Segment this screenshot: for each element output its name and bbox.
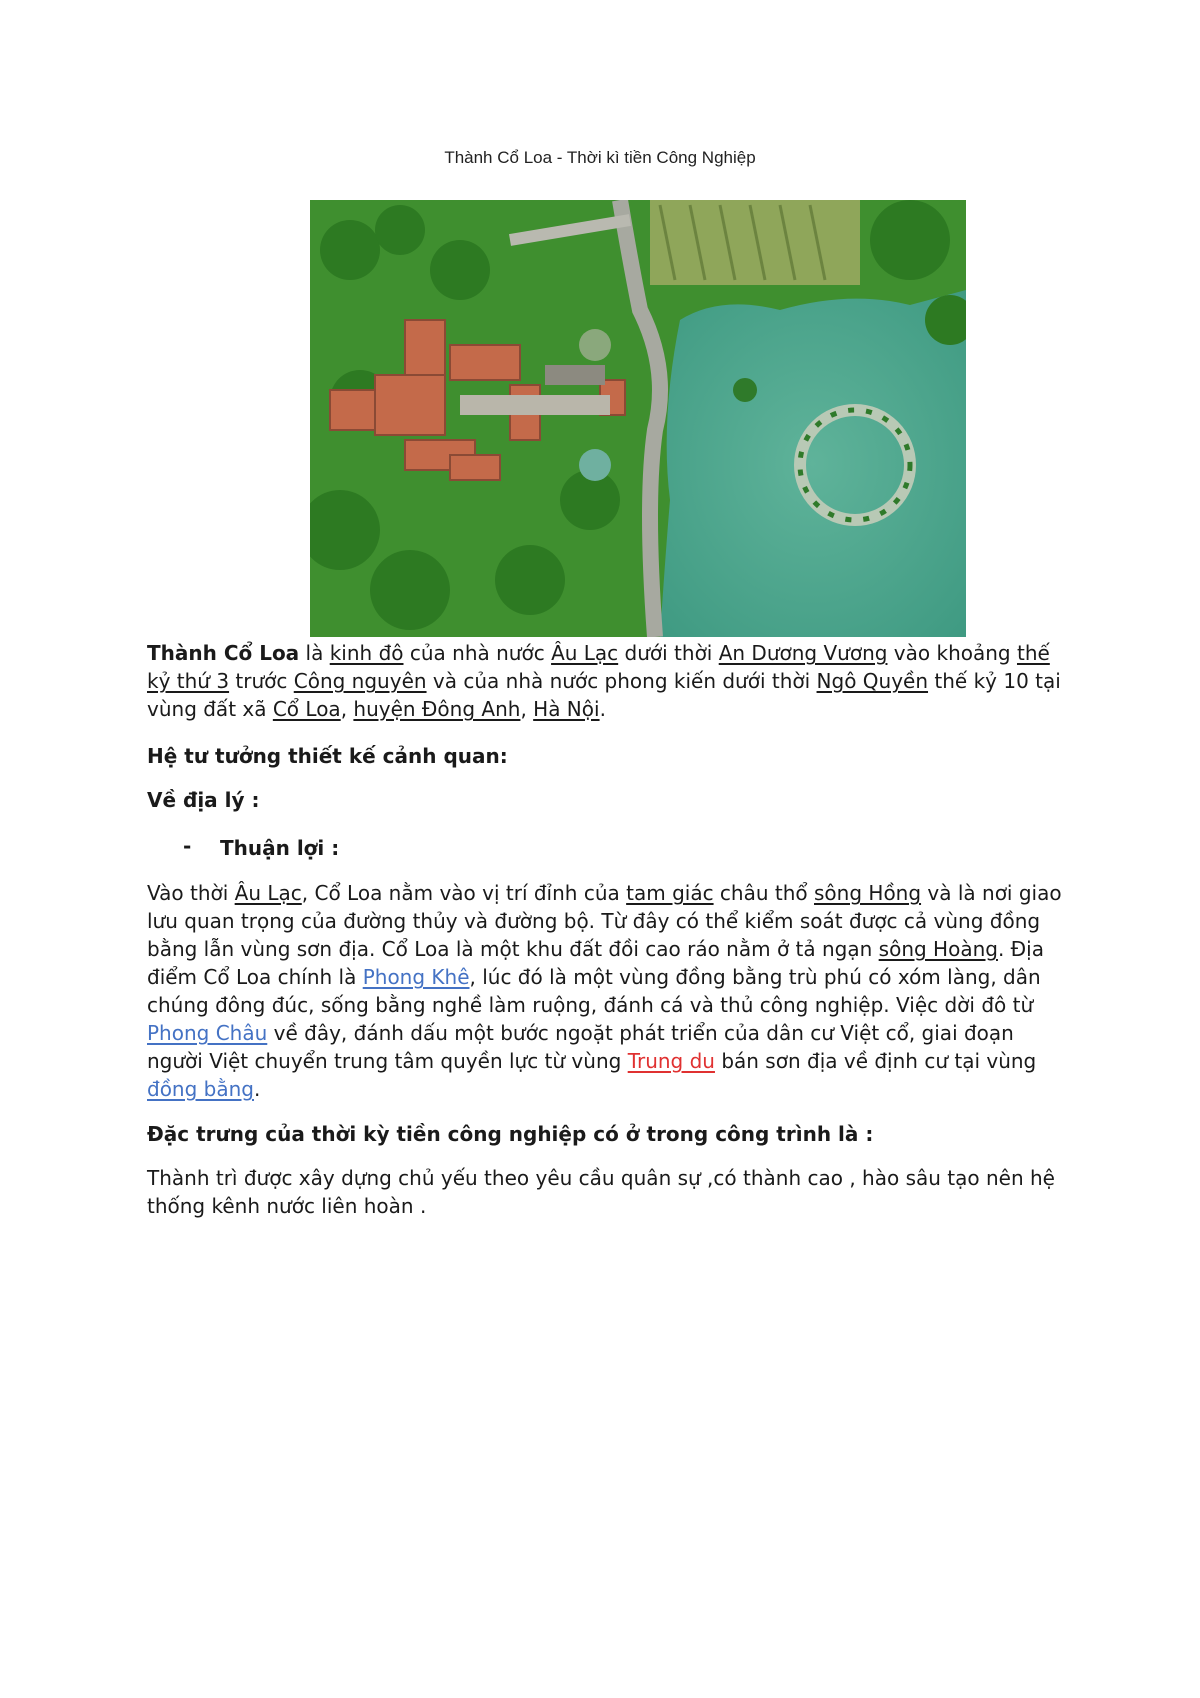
intro-bold-term: Thành Cổ Loa — [147, 641, 300, 665]
link-tam-giac[interactable]: tam giác — [626, 881, 714, 905]
para-text: , lúc đó là một vùng đồng bằng trù phú có xóm làng, dân chúng đông đúc, sống bằng nghề làm ruộng, đánh cá và thủ công nghiệp. Việc dời đô từ — [147, 965, 1041, 1017]
para-text: Vào thời — [147, 881, 235, 905]
para-text: . Địa điểm Cổ Loa chính là — [147, 937, 1044, 989]
intro-text: , — [520, 697, 534, 721]
link-ha-noi[interactable]: Hà Nội — [533, 697, 600, 721]
intro-text: vào khoảng — [887, 641, 1017, 665]
aerial-photo-co-loa — [310, 200, 966, 637]
heading-he-tu-tuong: Hệ tư tưởng thiết kế cảnh quan: — [147, 744, 508, 768]
intro-text: thế kỷ 10 tại vùng đất xã — [147, 669, 1061, 721]
para-text: châu thổ — [713, 881, 815, 905]
intro-text: trước — [229, 669, 294, 693]
para-text: về đây, đánh dấu một bước ngoặt phát triển của dân cư Việt cổ, giai đoạn người Việt chuyển trung tâm quyền lực từ vùng — [147, 1021, 1014, 1073]
link-the-ky-thu-3[interactable]: thế kỷ thứ 3 — [147, 641, 1050, 693]
heading-dac-trung: Đặc trưng của thời kỳ tiền công nghiệp có ở trong công trình là : — [147, 1122, 874, 1146]
link-huyen-dong-anh[interactable]: huyện Đông Anh — [353, 697, 521, 721]
bullet-marker: - — [183, 834, 192, 858]
bullet-thuan-loi: Thuận lợi : — [220, 836, 340, 860]
feature-paragraph: Thành trì được xây dựng chủ yếu theo yêu cầu quân sự ,có thành cao , hào sâu tạo nên hệ thống kênh nước liên hoàn . — [147, 1166, 1055, 1218]
heading-ve-dia-ly: Về địa lý : — [147, 788, 260, 812]
link-an-duong-vuong[interactable]: An Dương Vương — [718, 641, 888, 665]
link-trung-du[interactable]: Trung du — [627, 1049, 715, 1073]
intro-text: . — [599, 697, 606, 721]
link-kinh-do[interactable]: kinh đô — [329, 641, 404, 665]
para-text: . — [253, 1077, 261, 1101]
intro-text: của nhà nước — [403, 641, 552, 665]
para-text: và là nơi giao lưu quan trọng của đường thủy và đường bộ. Từ đây có thể kiểm soát được cả vùng đồng bằng lẫn vùng sơn địa. Cổ Loa là một khu đất đồi cao ráo nằm ở tả ngạn — [147, 881, 1062, 961]
link-phong-khe[interactable]: Phong Khê — [362, 965, 470, 989]
document-title: Thành Cổ Loa - Thời kì tiền Công Nghiệp — [444, 148, 756, 167]
link-phong-chau[interactable]: Phong Châu — [147, 1021, 268, 1045]
link-cong-nguyen[interactable]: Công nguyên — [293, 669, 427, 693]
para-text: , Cổ Loa nằm vào vị trí đỉnh của — [301, 881, 627, 905]
intro-text: dưới thời — [618, 641, 719, 665]
geography-paragraph — [147, 879, 1072, 1103]
link-dong-bang[interactable]: đồng bằng — [147, 1077, 254, 1101]
intro-text: , — [340, 697, 354, 721]
intro-paragraph — [147, 639, 1072, 723]
link-ngo-quyen[interactable]: Ngô Quyền — [816, 669, 929, 693]
para-text: bán sơn địa về định cư tại vùng — [714, 1049, 1037, 1073]
intro-text: và của nhà nước phong kiến dưới thời — [426, 669, 817, 693]
link-song-hoang[interactable]: sông Hoàng — [878, 937, 998, 961]
link-au-lac[interactable]: Âu Lạc — [551, 641, 619, 665]
intro-text: là — [299, 641, 330, 665]
link-song-hong[interactable]: sông Hồng — [814, 881, 922, 905]
link-co-loa[interactable]: Cổ Loa — [272, 697, 341, 721]
link-au-lac-2[interactable]: Âu Lạc — [234, 881, 302, 905]
